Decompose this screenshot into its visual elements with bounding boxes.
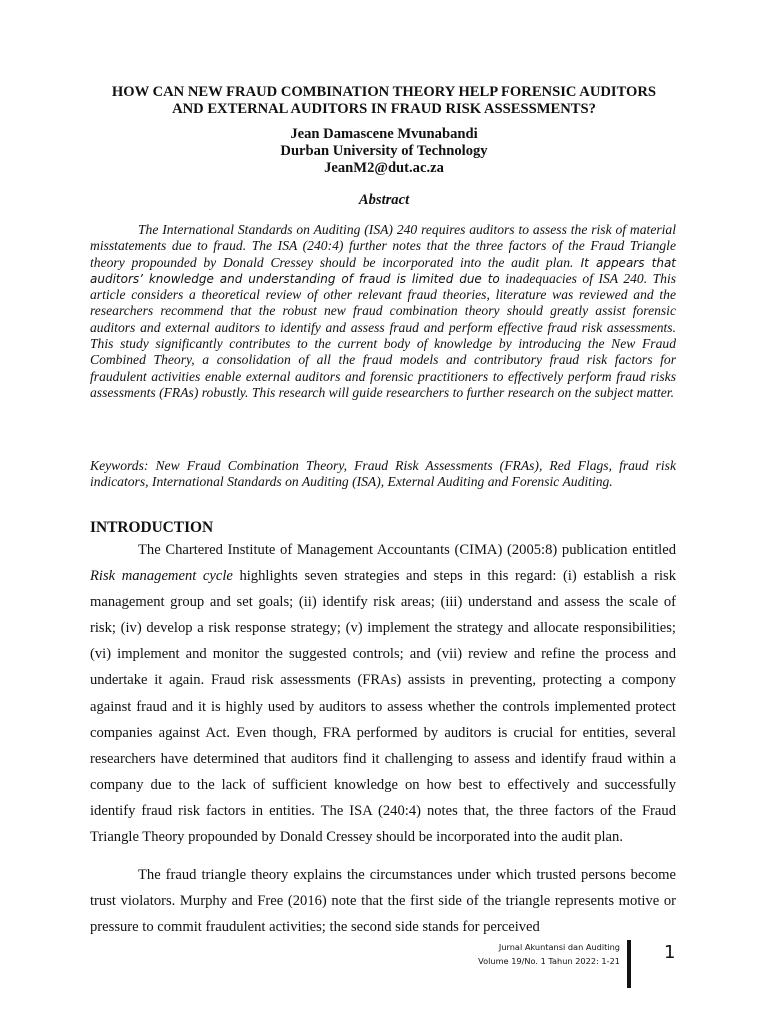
abstract-text-part-b: It appears that auditors’ knowledge and understanding of fraud is limited due to — [90, 255, 676, 286]
intro-p1-part-a: The Chartered Institute of Management Accountants (CIMA) (2005:8) publication entitled — [138, 542, 676, 558]
footer-divider — [627, 940, 631, 988]
author-affiliation: Durban University of Technology — [280, 143, 488, 159]
title-line-2: AND EXTERNAL AUDITORS IN FRAUD RISK ASSESSMENTS? — [172, 101, 596, 117]
introduction-paragraph-2: The fraud triangle theory explains the circumstances under which trusted persons become trust violators. Murphy and Free (2016) note that the first side of the triangle represents motive or pressure to commit fraudulent activities; the second side stands for perceived — [90, 867, 676, 936]
title-line-1: HOW CAN NEW FRAUD COMBINATION THEORY HELP FORENSIC AUDITORS — [111, 84, 657, 100]
journal-volume: Volume 19/No. 1 Tahun 2022: 1-21 — [478, 956, 620, 966]
paper-title — [60, 84, 708, 118]
journal-footer — [478, 940, 620, 968]
intro-p1-italic: Risk management cycle — [90, 568, 233, 585]
intro-p1-part-b: highlights seven strategies and steps in this regard: (i) establish a risk management group and set goals; (ii) identify risk areas; (iii) understand and assess the scale of risk; (iv) develop a risk response strategy; (v) implement the strategy and allocate responsibilities; (vi) implement and monitor the suggested controls; and (vii) review and refine the process and undertake it again. Fraud risk assessments (FRAs) assists in preventing, protecting a compony against fraud and it is highly used by auditors to assess whether the controls implemented protect companies against Act. Even though, FRA performed by auditors is crucial for entities, several researchers have determined that auditors find it challenging to assess and identify fraud within a company due to the lack of sufficient knowledge on how best to effectively and successfully identify fraud risk factors in entities. The ISA (240:4) notes that, the three factors of the Fraud Triangle Theory propounded by Donald Cressey should be incorporated into the audit plan. — [90, 568, 676, 846]
abstract-text-part-a: The International Standards on Auditing (ISA) 240 requires auditors to assess the risk of material misstatements due to fraud. The ISA (240:4) further notes that the three factors of the Fraud Triangle theory propounded by Donald Cressey should be incorporated into the audit plan. — [90, 222, 676, 270]
abstract-text-part-c: inadequacies of ISA 240. This article considers a theoretical review of other relevant fraud theories, literature was reviewed and the researchers recommend that the robust new fraud combination theory should greatly assist forensic auditors and external auditors to identify and assess fraud and perform effective fraud risk assessments. This study significantly contributes to the current body of knowledge by introducing the New Fraud Combined Theory, a consolidation of all the fraud models and contributory fraud risk factors for fraudulent activities enable external auditors and forensic practitioners to effectively perform fraud risks assessments (FRAs) robustly. This research will guide researchers to further research on the subject matter. — [90, 270, 677, 400]
abstract-heading: Abstract — [358, 192, 410, 208]
journal-name: Jurnal Akuntansi dan Auditing — [498, 942, 620, 952]
introduction-heading: INTRODUCTION — [90, 519, 214, 536]
page-number: 1 — [664, 942, 676, 963]
author-block — [60, 126, 708, 177]
author-email: JeanM2@dut.ac.za — [324, 160, 444, 176]
abstract-text — [90, 222, 676, 401]
introduction-paragraph-1 — [90, 537, 676, 850]
author-name: Jean Damascene Mvunabandi — [290, 126, 478, 142]
keywords: Keywords: New Fraud Combination Theory, Fraud Risk Assessments (FRAs), Red Flags, fraud risk indicators, International Standards on Auditing (ISA), External Auditing and Forensic Auditing. — [90, 458, 676, 490]
